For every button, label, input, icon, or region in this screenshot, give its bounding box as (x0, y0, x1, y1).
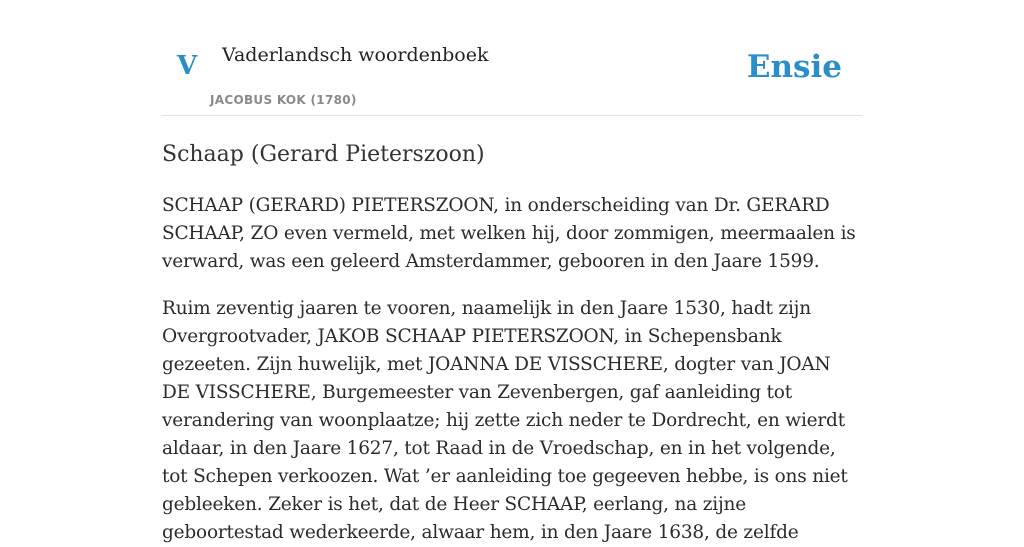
book-title-link[interactable]: Vaderlandsch woordenboek (222, 44, 489, 66)
ensie-logo-link[interactable]: Ensie (746, 49, 842, 85)
header (162, 0, 862, 116)
article-paragraph: SCHAAP (GERARD) PIETERSZOON, in onderscheiding van Dr. GERARD SCHAAP, ZO even vermeld, met welken hij, door zommigen, meermaalen is verward, was een geleerd Amsterdammer, gebooren in den Jaare 1599. (162, 195, 856, 273)
article-content (162, 192, 862, 547)
article-title: Schaap (Gerard Pieterszoon) (162, 142, 485, 167)
article-paragraph: Ruim zeventig jaaren te vooren, naamelijk in den Jaare 1530, hadt zijn Overgrootvader, JAKOB SCHAAP PIETERSZOON, in Schepensbank gezeeten. Zijn huwelijk, met JOANNA DE VISSCHERE, dogter van JOAN DE VISSCHERE, Burgemeester van Zevenbergen, gaf aanleiding tot verandering van woonplaatze; hij zette zich neder te Dordrecht, en wierdt aldaar, in den Jaare 1627, tot Raad in de Vroedschap, en in het volgende, tot Schepen verkoozen. Wat ’er aanleiding toe gegeeven hebbe, is ons niet gebleeken. Zeker is het, dat de Heer SCHAAP, eerlang, na zijne geboortestad wederkeerde, alwaar hem, in den Jaare 1638, de zelfde (162, 298, 848, 544)
book-author: JACOBUS KOK (1780) (210, 93, 357, 107)
page (162, 0, 862, 547)
book-logo-icon[interactable]: V (177, 51, 198, 81)
